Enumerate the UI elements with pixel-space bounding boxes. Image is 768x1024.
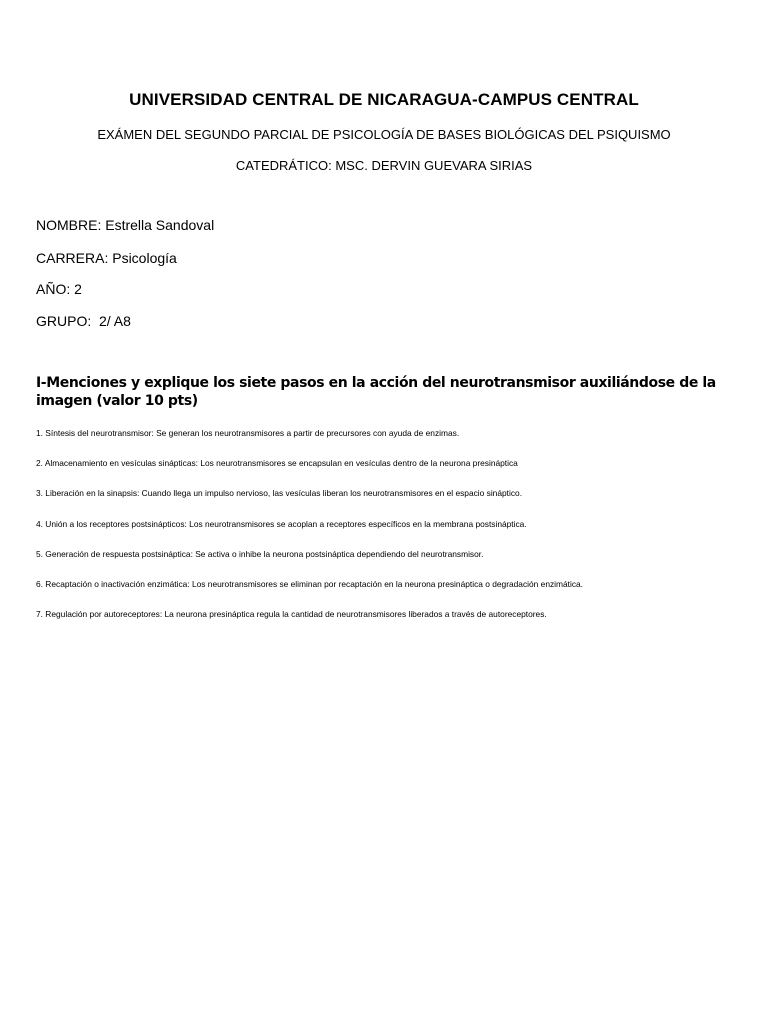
student-group: GRUPO: 2/ A8 (36, 313, 131, 329)
professor-line: CATEDRÁTICO: MSC. DERVIN GUEVARA SIRIAS (235, 158, 533, 173)
answer-item: 3. Liberación en la sinapsis: Cuando llega un impulso nervioso, las vesículas liberan los neurotransmisores en el espacio sináptico. (36, 488, 523, 499)
exam-subtitle: EXÁMEN DEL SEGUNDO PARCIAL DE PSICOLOGÍA DE BASES BIOLÓGICAS DEL PSIQUISMO (97, 127, 671, 142)
answer-item: 6. Recaptación o inactivación enzimática: Los neurotransmisores se eliminan por recaptación en la neurona presináptica o degradación enzimática. (36, 578, 584, 589)
student-career: CARRERA: Psicología (36, 250, 177, 266)
student-year: AÑO: 2 (36, 281, 82, 297)
student-name: NOMBRE: Estrella Sandoval (36, 217, 215, 233)
answer-list (36, 428, 736, 639)
answer-item: 1. Síntesis del neurotransmisor: Se generan los neurotransmisores a partir de precursores con ayuda de enzimas. (36, 428, 460, 438)
answer-item: 4. Unión a los receptores postsinápticos: Los neurotransmisores se acoplan a receptores específicos en la membrana postsináptica. (36, 518, 527, 529)
question-heading: I-Menciones y explique los siete pasos en la acción del neurotransmisor auxiliándose de la imagen (valor 10 pts) (36, 375, 716, 409)
university-title: UNIVERSIDAD CENTRAL DE NICARAGUA-CAMPUS CENTRAL (129, 90, 639, 109)
answer-item: 5. Generación de respuesta postsináptica: Se activa o inhibe la neurona postsináptica dependiendo del neurotransmisor. (36, 548, 484, 559)
answer-item: 7. Regulación por autoreceptores: La neurona presináptica regula la cantidad de neurotransmisores liberados a través de autoreceptores. (36, 609, 547, 620)
answer-item: 2. Almacenamiento en vesículas sinápticas: Los neurotransmisores se encapsulan en vesículas dentro de la neurona presináptica (36, 458, 518, 469)
